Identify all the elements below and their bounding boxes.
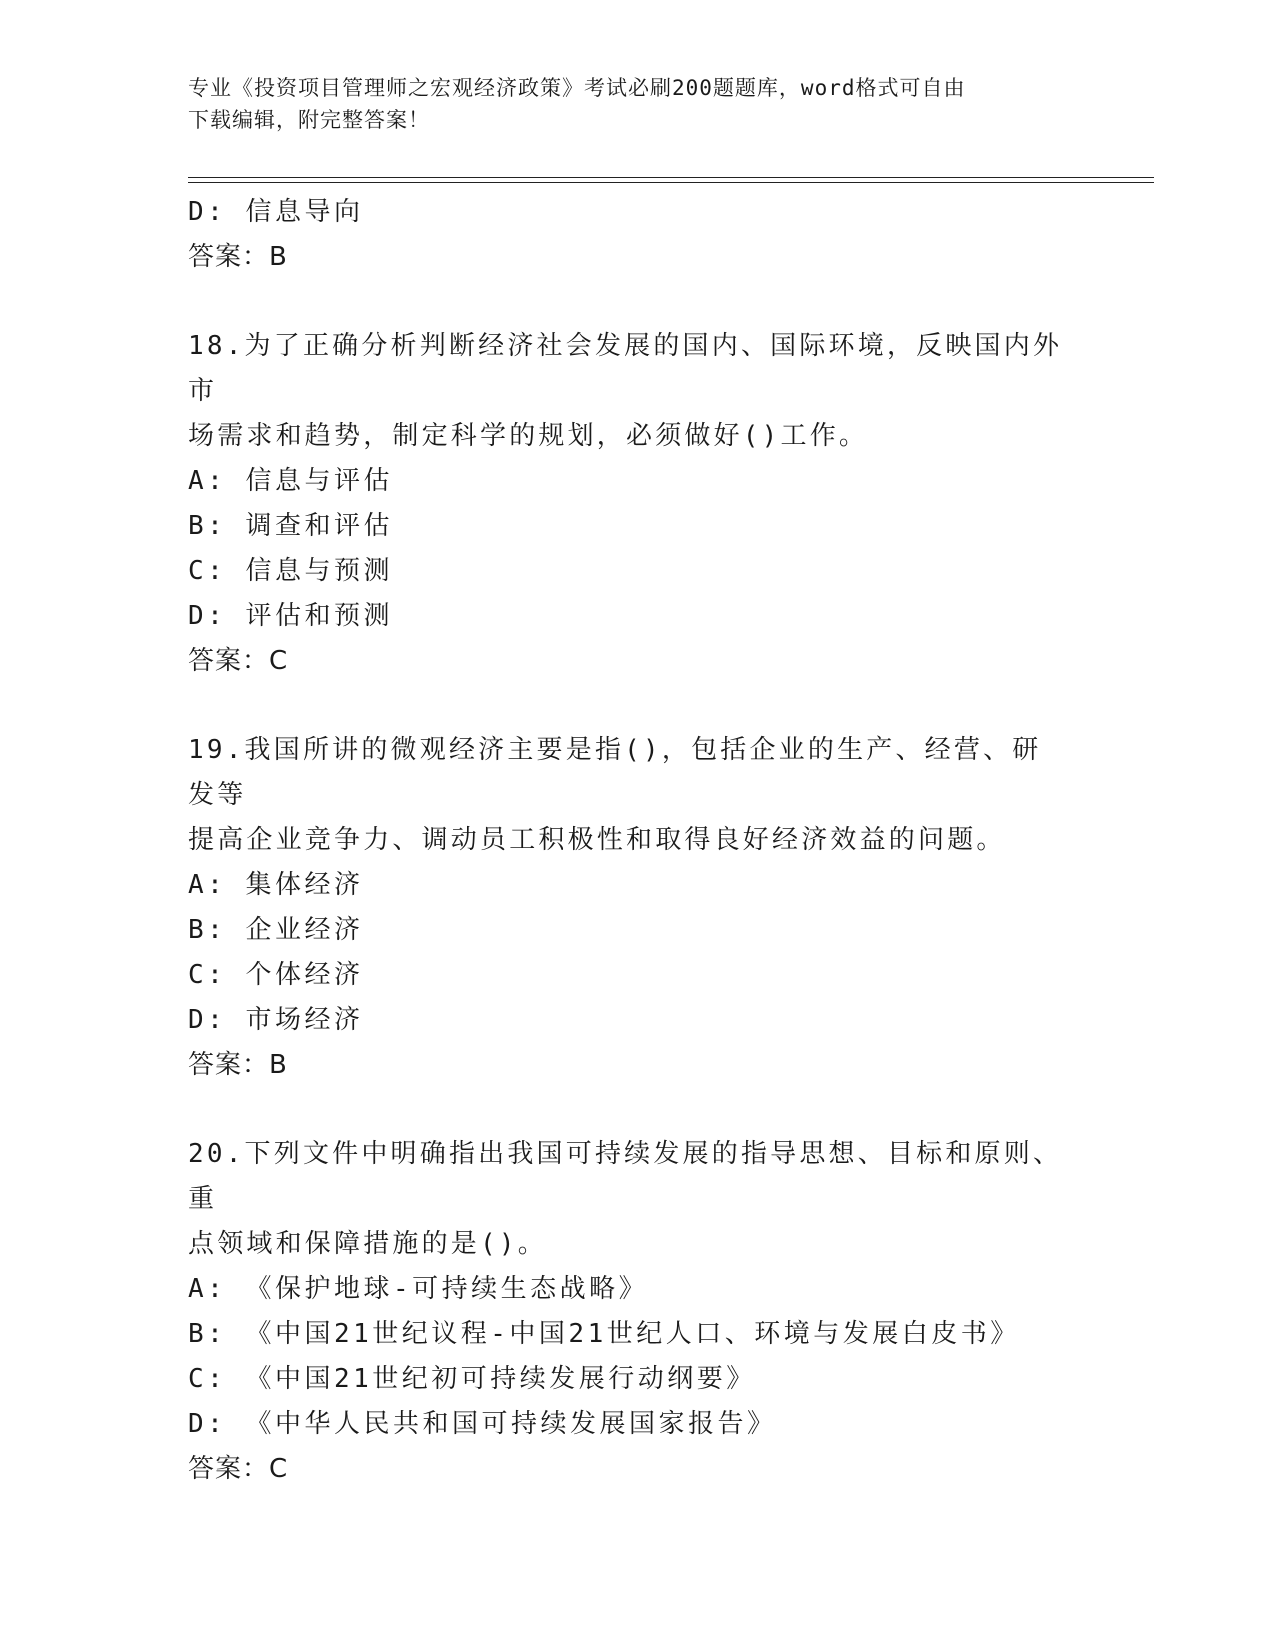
header-line-2: 下载编辑，附完整答案！ [188, 108, 430, 132]
option-b: B: 调查和评估 [188, 511, 393, 541]
question-19 [188, 728, 1088, 1088]
option-b: B: 企业经济 [188, 915, 364, 945]
document-body [188, 190, 1088, 1492]
carryover-question [188, 190, 1088, 280]
option-c: C: 《中国21世纪初可持续发展行动纲要》 [188, 1364, 756, 1394]
question-18 [188, 324, 1088, 684]
option-c: C: 信息与预测 [188, 556, 393, 586]
option-a: A: 《保护地球-可持续生态战略》 [188, 1274, 649, 1304]
header-rule-top [188, 177, 1154, 178]
option-b: B: 《中国21世纪议程-中国21世纪人口、环境与发展白皮书》 [188, 1319, 1020, 1349]
answer-line: 答案：C [188, 646, 289, 676]
question-text-line-1: 18.为了正确分析判断经济社会发展的国内、国际环境，反映国内外市 [188, 331, 1063, 406]
question-text-line-2: 点领域和保障措施的是()。 [188, 1229, 547, 1259]
question-20 [188, 1132, 1088, 1492]
question-text-line-1: 20.下列文件中明确指出我国可持续发展的指导思想、目标和原则、重 [188, 1139, 1063, 1214]
answer-line: 答案：B [188, 242, 288, 272]
option-d: D: 《中华人民共和国可持续发展国家报告》 [188, 1409, 777, 1439]
option-d: D: 评估和预测 [188, 601, 393, 631]
document-header [188, 72, 1088, 136]
answer-line: 答案：C [188, 1454, 289, 1484]
question-text-line-2: 场需求和趋势，制定科学的规划，必须做好()工作。 [188, 421, 869, 451]
question-text-line-1: 19.我国所讲的微观经济主要是指()，包括企业的生产、经营、研发等 [188, 735, 1042, 810]
header-rule-bottom [188, 182, 1154, 183]
option-a: A: 信息与评估 [188, 466, 393, 496]
option-c: C: 个体经济 [188, 960, 364, 990]
option-d: D: 市场经济 [188, 1005, 364, 1035]
header-line-1: 专业《投资项目管理师之宏观经济政策》考试必刷200题题库，word格式可自由 [188, 76, 966, 100]
answer-line: 答案：B [188, 1050, 288, 1080]
question-text-line-2: 提高企业竞争力、调动员工积极性和取得良好经济效益的问题。 [188, 825, 1006, 855]
option-d: D: 信息导向 [188, 197, 364, 227]
option-a: A: 集体经济 [188, 870, 364, 900]
